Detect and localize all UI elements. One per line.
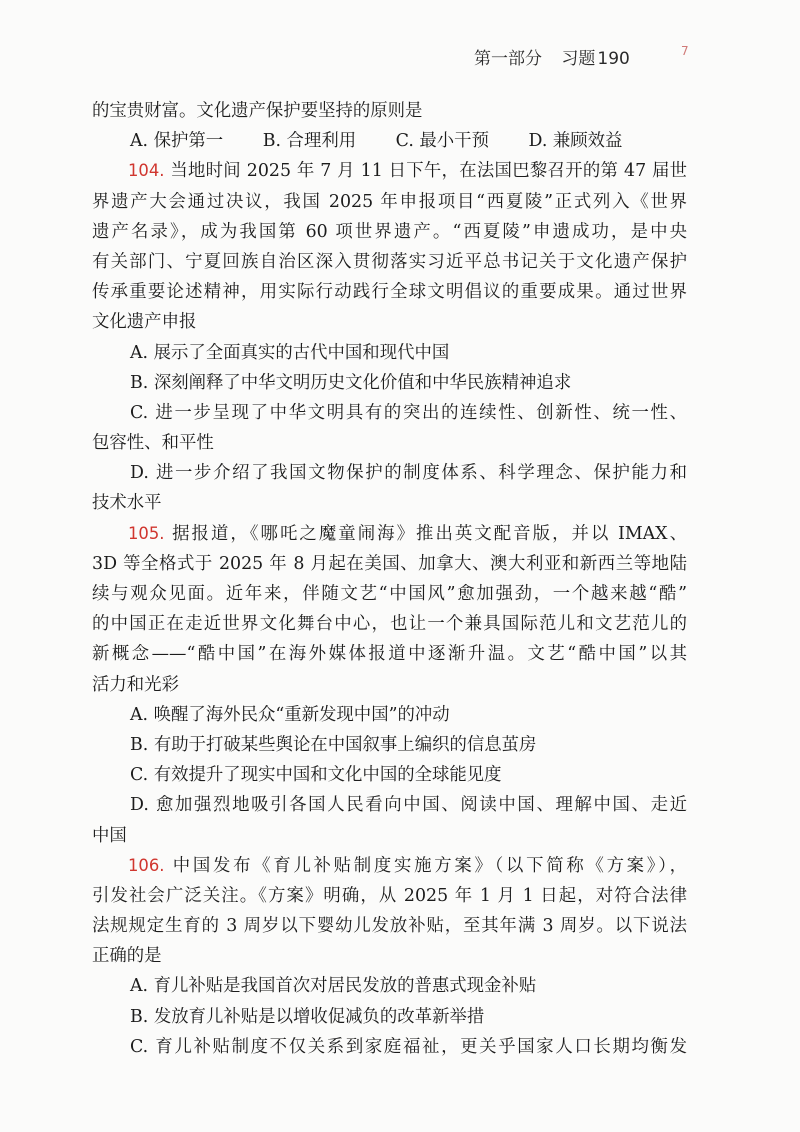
question-number: 106. bbox=[128, 855, 165, 875]
header-title: 习题 bbox=[561, 49, 596, 69]
question-stem-line: 引发社会广泛关注。《方案》明确，从 2025 年 1 月 1 日起，对符合法律 bbox=[92, 885, 687, 906]
question-104 bbox=[92, 156, 687, 518]
page-number: 190 bbox=[597, 49, 630, 69]
question-stem-line: 的中国正在走近世界文化舞台中心，也让一个兼具国际范儿和文艺范儿的 bbox=[92, 614, 687, 635]
option-b: B. 有助于打破某些舆论在中国叙事上编织的信息茧房 bbox=[130, 734, 537, 755]
question-stem-line: 界遗产大会通过决议，我国 2025 年申报项目“西夏陵”正式列入《世界 bbox=[92, 191, 687, 212]
option-a: A. 展示了全面真实的古代中国和现代中国 bbox=[130, 342, 450, 363]
question-number: 105. bbox=[128, 523, 165, 543]
question-106 bbox=[92, 851, 687, 1062]
option-a: A. 保护第一 bbox=[130, 131, 224, 152]
option-c-continued: 包容性、和平性 bbox=[92, 433, 214, 454]
page-header bbox=[474, 44, 630, 69]
option-d: D. 进一步介绍了我国文物保护的制度体系、科学理念、保护能力和 bbox=[130, 463, 687, 484]
question-stem-line: 续与观众见面。近年来，伴随文艺“中国风”愈加强劲，一个越来越“酷” bbox=[92, 584, 687, 604]
corner-mark: 7 bbox=[681, 44, 689, 58]
question-stem-line: 105. 据报道，《哪吒之魔童闹海》推出英文配音版，并以 IMAX、 bbox=[128, 523, 687, 544]
question-stem-line: 有关部门、宁夏回族自治区深入贯彻落实习近平总书记关于文化遗产保护 bbox=[92, 251, 687, 272]
question-stem-line: 3D 等全格式于 2025 年 8 月起在美国、加拿大、澳大利亚和新西兰等地陆 bbox=[92, 553, 687, 574]
option-a: A. 唤醒了海外民众“重新发现中国”的冲动 bbox=[130, 704, 450, 725]
option-c: C. 育儿补贴制度不仅关系到家庭福祉，更关乎国家人口长期均衡发 bbox=[130, 1036, 687, 1057]
question-stem-line: 遗产名录》，成为我国第 60 项世界遗产。“西夏陵”申遗成功，是中央 bbox=[92, 221, 687, 242]
question-stem-line: 文化遗产申报 bbox=[92, 312, 197, 333]
question-stem-line: 新概念——“酷中国”在海外媒体报道中逐渐升温。文艺“酷中国”以其 bbox=[92, 644, 687, 665]
question-105 bbox=[92, 519, 687, 851]
question-stem-line: 104. 当地时间 2025 年 7 月 11 日下午，在法国巴黎召开的第 47 届世 bbox=[128, 161, 688, 182]
question-stem-line: 活力和光彩 bbox=[92, 674, 179, 695]
question-number: 104. bbox=[128, 161, 165, 181]
option-b: B. 发放育儿补贴是以增收促减负的改革新举措 bbox=[130, 1006, 485, 1027]
option-c: C. 进一步呈现了中华文明具有的突出的连续性、创新性、统一性、 bbox=[130, 402, 687, 423]
option-d-continued: 中国 bbox=[92, 825, 127, 846]
option-c: C. 有效提升了现实中国和文化中国的全球能见度 bbox=[130, 765, 502, 786]
carryover-line: 的宝贵财富。文化遗产保护要坚持的原则是 bbox=[92, 101, 423, 121]
option-b: B. 深刻阐释了中华文明历史文化价值和中华民族精神追求 bbox=[130, 372, 572, 393]
section-label: 第一部分 bbox=[474, 49, 542, 69]
option-d: D. 愈加强烈地吸引各国人民看向中国、阅读中国、理解中国、走近 bbox=[130, 795, 687, 816]
page-body bbox=[92, 96, 687, 1062]
question-stem-line: 法规规定生育的 3 周岁以下婴幼儿发放补贴，至其年满 3 周岁。以下说法 bbox=[92, 916, 687, 937]
option-a: A. 育儿补贴是我国首次对居民发放的普惠式现金补贴 bbox=[130, 976, 537, 997]
option-d: D. 兼顾效益 bbox=[528, 131, 623, 152]
option-b: B. 合理利用 bbox=[262, 131, 357, 152]
carryover-options bbox=[92, 126, 687, 156]
question-stem-line: 正确的是 bbox=[92, 946, 162, 967]
question-stem-line: 传承重要论述精神，用实际行动践行全球文明倡议的重要成果。通过世界 bbox=[92, 282, 687, 303]
option-c: C. 最小干预 bbox=[395, 131, 489, 152]
option-d-continued: 技术水平 bbox=[92, 493, 162, 514]
question-stem-line: 106. 中国发布《育儿补贴制度实施方案》（以下简称《方案》）， bbox=[128, 855, 688, 876]
